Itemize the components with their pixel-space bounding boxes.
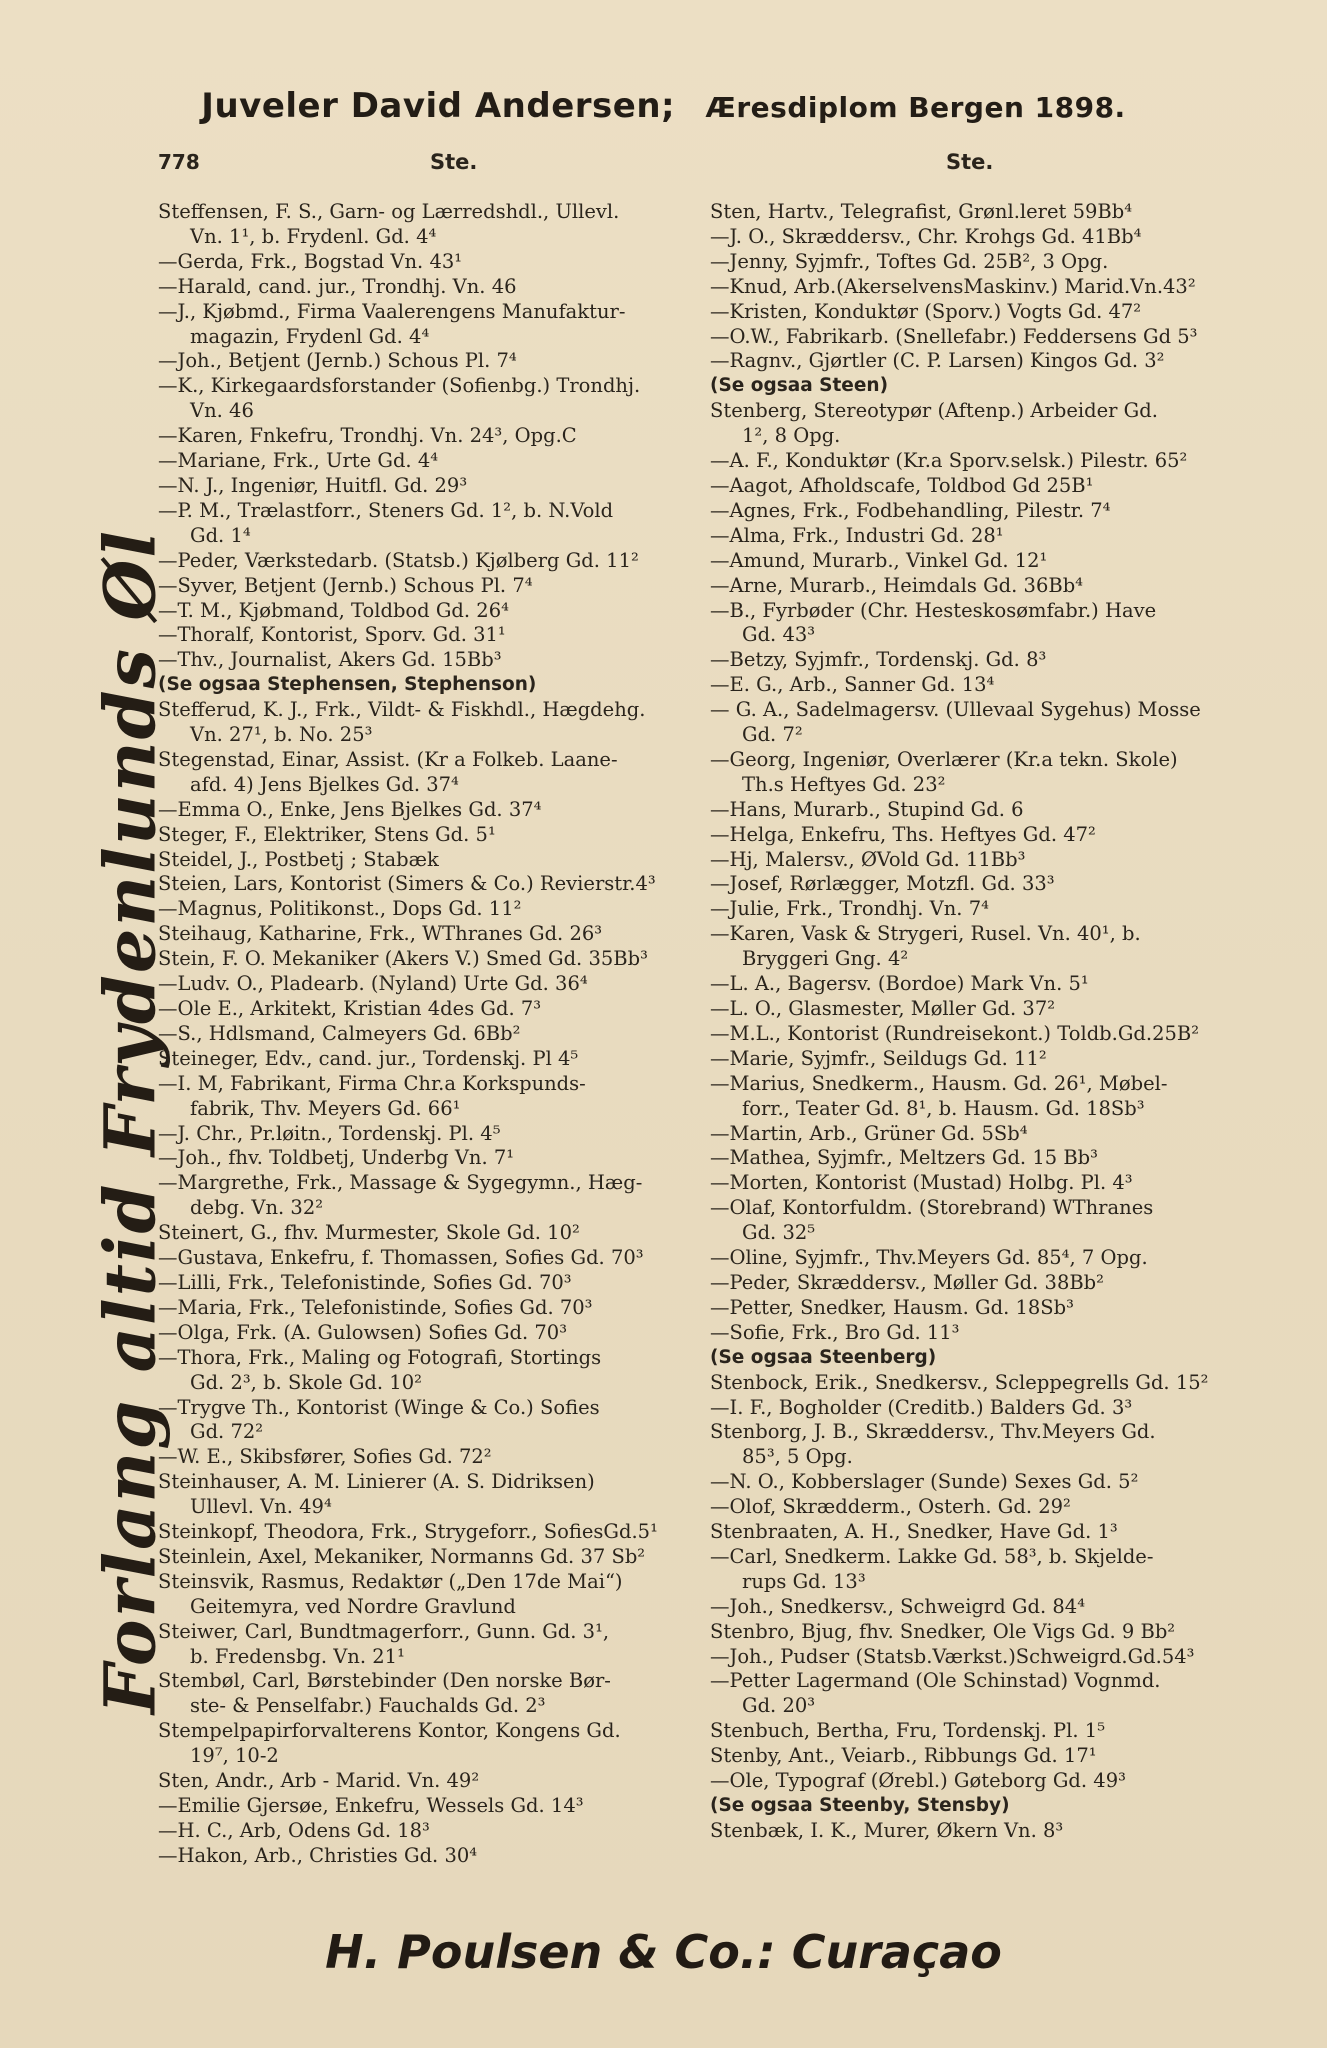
entry-line: —Joh., fhv. Toldbetj, Underbg Vn. 7¹ — [158, 1146, 515, 1170]
directory-entry — [158, 1246, 706, 1271]
entry-line: —O.W., Fabrikarb. (Snellefabr.) Feddersens Gd 5³ — [710, 324, 1198, 348]
entry-line: —Margrethe, Frk., Massage & Sygegymn., Hæg- — [158, 1171, 643, 1195]
directory-entry — [158, 374, 706, 424]
directory-entry — [710, 1719, 1258, 1744]
entry-line: 19⁷, 10-2 — [190, 1744, 279, 1768]
entry-line: —Josef, Rørlægger, Motzfl. Gd. 33³ — [710, 872, 1055, 896]
entry-line: —Ragnv., Gjørtler (C. P. Larsen) Kingos Gd. 3² — [710, 349, 1165, 373]
directory-entry — [710, 823, 1258, 848]
directory-entry — [158, 1520, 706, 1545]
cross-reference — [710, 374, 1258, 399]
entry-line: Stenbro, Bjug, fhv. Snedker, Ole Vigs Gd. 9 Bb² — [710, 1619, 1176, 1643]
directory-entry — [710, 399, 1258, 449]
entry-line: —Morten, Kontorist (Mustad) Holbg. Pl. 4³ — [710, 1171, 1133, 1195]
entry-line: —L. A., Bagersv. (Bordoe) Mark Vn. 5¹ — [710, 972, 1089, 996]
entry-line: —I. F., Bogholder (Creditb.) Balders Gd. 3³ — [710, 1395, 1133, 1419]
directory-entry — [710, 1669, 1258, 1719]
directory-entry — [710, 474, 1258, 499]
entry-line: —Petter, Snedker, Hausm. Gd. 18Sb³ — [710, 1295, 1074, 1319]
directory-entry — [710, 1620, 1258, 1645]
entry-line: Sten, Hartv., Telegrafist, Grønl.leret 59Bb⁴ — [710, 200, 1133, 223]
entry-line: —Amund, Murarb., Vinkel Gd. 12¹ — [710, 548, 1048, 572]
entry-line: Gd. 72² — [190, 1420, 264, 1444]
entry-line: Gd. 1⁴ — [190, 523, 251, 547]
directory-entry — [710, 1744, 1258, 1769]
entry-line: —Thoralf, Kontorist, Sporv. Gd. 31¹ — [158, 623, 506, 647]
entry-line: —Petter Lagermand (Ole Schinstad) Vognmd. — [710, 1669, 1161, 1693]
directory-entry — [710, 349, 1258, 374]
directory-entry — [710, 1246, 1258, 1271]
entry-line: rups Gd. 13³ — [742, 1569, 866, 1593]
directory-entry — [158, 648, 706, 673]
entry-line: —S., Hdlsmand, Calmeyers Gd. 6Bb² — [158, 1021, 521, 1045]
directory-entry — [158, 1022, 706, 1047]
directory-entry — [710, 499, 1258, 524]
directory-entry — [710, 1196, 1258, 1246]
entry-line: —Hj, Malersv., ØVold Gd. 11Bb³ — [710, 847, 1026, 871]
entry-line: —Lilli, Frk., Telefonistinde, Sofies Gd. 70³ — [158, 1270, 572, 1294]
directory-entry — [710, 1470, 1258, 1495]
entry-line: Sten, Andr., Arb - Marid. Vn. 49² — [158, 1769, 480, 1793]
directory-entry — [710, 1819, 1258, 1844]
entry-line: —Thora, Frk., Maling og Fotografi, Stortings — [158, 1345, 602, 1369]
directory-entry — [158, 1321, 706, 1346]
entry-line: —Hakon, Arb., Christies Gd. 30⁴ — [158, 1843, 478, 1867]
entry-line: — G. A., Sadelmagersv. (Ullevaal Sygehus) Mosse — [710, 698, 1201, 722]
right-column-heading: Ste. — [946, 150, 994, 174]
entry-line: —Arne, Murarb., Heimdals Gd. 36Bb⁴ — [710, 573, 1083, 597]
directory-entry — [158, 599, 706, 624]
entry-line: —J. Chr., Pr.løitn., Tordenskj. Pl. 4⁵ — [158, 1121, 501, 1145]
directory-entry — [158, 698, 706, 748]
entry-line: Gd. 20³ — [742, 1694, 816, 1718]
entry-line: Stenby, Ant., Veiarb., Ribbungs Gd. 17¹ — [710, 1744, 1097, 1768]
entry-line: Stefferud, K. J., Frk., Vildt- & Fiskhdl., Hægdehg. — [158, 698, 646, 722]
directory-entry — [158, 1844, 706, 1869]
header-ad-diploma: Æresdiplom Bergen 1898. — [705, 91, 1126, 124]
directory-entry — [158, 424, 706, 449]
entry-line: —Marie, Syjmfr., Seildugs Gd. 11² — [710, 1046, 1047, 1070]
cross-reference — [710, 1794, 1258, 1819]
left-column-heading: Ste. — [430, 150, 478, 174]
directory-entry — [710, 1047, 1258, 1072]
entry-line: afd. 4) Jens Bjelkes Gd. 37⁴ — [190, 772, 459, 796]
entry-line: debg. Vn. 32² — [190, 1196, 324, 1220]
directory-entry — [710, 872, 1258, 897]
entry-line: —Ludv. O., Pladearb. (Nyland) Urte Gd. 36⁴ — [158, 972, 588, 996]
directory-entry — [710, 1122, 1258, 1147]
entry-line: —Olga, Frk. (A. Gulowsen) Sofies Gd. 70³ — [158, 1320, 568, 1344]
entry-line: —Magnus, Politikonst., Dops Gd. 11² — [158, 897, 522, 921]
entry-line: —Harald, cand. jur., Trondhj. Vn. 46 — [158, 274, 517, 298]
directory-entry — [158, 848, 706, 873]
directory-entry — [158, 1171, 706, 1221]
entry-line: —Martin, Arb., Grüner Gd. 5Sb⁴ — [710, 1121, 1028, 1145]
directory-entry — [158, 349, 706, 374]
directory-entry — [710, 673, 1258, 698]
directory-entry — [710, 922, 1258, 972]
entry-line: Steinhauser, A. M. Linierer (A. S. Didriksen) — [158, 1470, 595, 1494]
entry-line: Steger, F., Elektriker, Stens Gd. 5¹ — [158, 822, 496, 846]
entry-line: Gd. 2³, b. Skole Gd. 10² — [190, 1370, 422, 1394]
directory-entry — [710, 1146, 1258, 1171]
directory-entry — [158, 1669, 706, 1719]
entry-line: Stenbæk, I. K., Murer, Økern Vn. 8³ — [710, 1818, 1064, 1842]
entry-line: —Mariane, Frk., Urte Gd. 4⁴ — [158, 449, 439, 473]
directory-entry — [158, 1794, 706, 1819]
entry-line: Steihaug, Katharine, Frk., WThranes Gd. 26³ — [158, 922, 603, 946]
entry-line: Steinlein, Axel, Mekaniker, Normanns Gd. 37 Sb² — [158, 1544, 646, 1568]
entry-line: —Kristen, Konduktør (Sporv.) Vogts Gd. 47² — [710, 299, 1142, 323]
directory-entry — [710, 449, 1258, 474]
directory-entry — [158, 1122, 706, 1147]
directory-entry — [710, 798, 1258, 823]
entry-line: —Syver, Betjent (Jernb.) Schous Pl. 7⁴ — [158, 573, 533, 597]
entry-line: b. Fredensbg. Vn. 21¹ — [190, 1644, 405, 1668]
directory-entry — [158, 1221, 706, 1246]
page-number: 778 — [158, 150, 200, 174]
entry-line: Steffensen, F. S., Garn- og Lærredshdl., Ullevl. — [158, 200, 620, 223]
entry-line: (Se ogsaa Steenby, Stensby) — [710, 1795, 1010, 1816]
entry-line: Steinsvik, Rasmus, Redaktør („Den 17de Mai“) — [158, 1569, 623, 1593]
directory-entry — [158, 200, 706, 250]
entry-line: ste- & Penselfabr.) Fauchalds Gd. 2³ — [190, 1694, 546, 1718]
directory-entry — [710, 748, 1258, 798]
entry-line: —A. F., Konduktør (Kr.a Sporv.selsk.) Pilestr. 65² — [710, 449, 1188, 473]
directory-entry — [710, 1645, 1258, 1670]
entry-line: —T. M., Kjøbmand, Toldbod Gd. 26⁴ — [158, 598, 509, 622]
entry-line: —N. J., Ingeniør, Huitfl. Gd. 29³ — [158, 473, 468, 497]
directory-entry — [710, 1072, 1258, 1122]
directory-entry — [158, 1271, 706, 1296]
entry-line: —Sofie, Frk., Bro Gd. 11³ — [710, 1320, 960, 1344]
directory-entry — [158, 623, 706, 648]
directory-entry — [710, 698, 1258, 748]
cross-reference — [710, 1346, 1258, 1371]
entry-line: (Se ogsaa Steen) — [710, 375, 889, 397]
entry-line: Stenbock, Erik., Snedkersv., Scleppegrells Gd. 15² — [710, 1370, 1209, 1394]
directory-entry — [710, 1595, 1258, 1620]
directory-entry — [158, 1620, 706, 1670]
directory-entry — [158, 474, 706, 499]
directory-entry — [158, 1146, 706, 1171]
header-advertisement — [0, 86, 1327, 126]
entry-line: —Gerda, Frk., Bogstad Vn. 43¹ — [158, 249, 463, 273]
entry-line: —Peder, Skræddersv., Møller Gd. 38Bb² — [710, 1270, 1104, 1294]
entry-line: —Knud, Arb.(AkerselvensMaskinv.) Marid.Vn.43² — [710, 274, 1196, 298]
entry-line: Stein, F. O. Mekaniker (Akers V.) Smed Gd. 35Bb³ — [158, 947, 648, 971]
directory-entry — [710, 549, 1258, 574]
footer-advertisement: H. Poulsen & Co.: Curaçao — [325, 1925, 1002, 1979]
entry-line: magazin, Frydenl Gd. 4⁴ — [190, 324, 430, 348]
entry-line: Stembøl, Carl, Børstebinder (Den norske Bør- — [158, 1669, 611, 1693]
entry-line: Gd. 7² — [742, 723, 803, 747]
entry-line: Steinert, G., fhv. Murmester, Skole Gd. 10² — [158, 1221, 580, 1245]
entry-line: —Emma O., Enke, Jens Bjelkes Gd. 37⁴ — [158, 797, 542, 821]
entry-line: forr., Teater Gd. 8¹, b. Hausm. Gd. 18Sb³ — [742, 1096, 1145, 1120]
entry-line: —W. E., Skibsfører, Sofies Gd. 72² — [158, 1445, 492, 1469]
entry-line: —Georg, Ingeniør, Overlærer (Kr.a tekn. Skole) — [710, 747, 1178, 771]
directory-entry — [158, 897, 706, 922]
entry-line: Steinkopf, Theodora, Frk., Strygeforr., SofiesGd.5¹ — [158, 1520, 658, 1544]
entry-line: —Emilie Gjersøe, Enkefru, Wessels Gd. 14³ — [158, 1794, 584, 1817]
directory-entry — [158, 1346, 706, 1396]
directory-entry — [710, 524, 1258, 549]
directory-entry — [158, 748, 706, 798]
entry-line: —Hans, Murarb., Stupind Gd. 6 — [710, 797, 1024, 821]
directory-entry — [710, 972, 1258, 997]
directory-entry — [710, 1271, 1258, 1296]
directory-entry — [710, 599, 1258, 649]
entry-line: —Mathea, Syjmfr., Meltzers Gd. 15 Bb³ — [710, 1146, 1098, 1170]
directory-entry — [710, 1545, 1258, 1595]
directory-entry — [158, 300, 706, 350]
entry-line: —Carl, Snedkerm. Lakke Gd. 58³, b. Skjelde- — [710, 1544, 1154, 1568]
entry-line: Stempelpapirforvalterens Kontor, Kongens Gd. — [158, 1719, 621, 1743]
entry-line: —Julie, Frk., Trondhj. Vn. 7⁴ — [710, 897, 989, 921]
entry-line: —Joh., Betjent (Jernb.) Schous Pl. 7⁴ — [158, 349, 517, 373]
directory-entry — [158, 499, 706, 549]
right-column — [710, 200, 1258, 1844]
directory-entry — [158, 1769, 706, 1794]
directory-entry — [710, 574, 1258, 599]
directory-entry — [710, 1296, 1258, 1321]
directory-entry — [158, 275, 706, 300]
entry-line: —Aagot, Afholdscafe, Toldbod Gd 25B¹ — [710, 473, 1094, 497]
entry-line: Vn. 46 — [190, 399, 254, 423]
directory-entry — [158, 823, 706, 848]
entry-line: —Agnes, Frk., Fodbehandling, Pilestr. 7⁴ — [710, 498, 1111, 522]
directory-entry — [158, 798, 706, 823]
directory-entry — [710, 648, 1258, 673]
directory-entry — [710, 250, 1258, 275]
directory-entry — [710, 1495, 1258, 1520]
entry-line: —Ole, Typograf (Ørebl.) Gøteborg Gd. 49³ — [710, 1769, 1126, 1793]
directory-entry — [158, 997, 706, 1022]
entry-line: —Marius, Snedkerm., Hausm. Gd. 26¹, Møbel- — [710, 1071, 1168, 1095]
entry-line: —E. G., Arb., Sanner Gd. 13⁴ — [710, 673, 995, 697]
directory-entry — [158, 1545, 706, 1570]
entry-line: —Alma, Frk., Industri Gd. 28¹ — [710, 523, 1004, 547]
directory-entry — [158, 250, 706, 275]
entry-line: —H. C., Arb, Odens Gd. 18³ — [158, 1818, 430, 1842]
directory-entry — [158, 1296, 706, 1321]
entry-line: —N. O., Kobberslager (Sunde) Sexes Gd. 5² — [710, 1470, 1139, 1494]
entry-line: —P. M., Trælastforr., Steners Gd. 1², b. N.Vold — [158, 498, 614, 522]
directory-entry — [158, 549, 706, 574]
entry-line: —B., Fyrbøder (Chr. Hesteskosømfabr.) Have — [710, 598, 1157, 622]
directory-entry — [710, 1321, 1258, 1346]
entry-line: —Ole E., Arkitekt, Kristian 4des Gd. 7³ — [158, 997, 542, 1020]
entry-line: 85³, 5 Opg. — [742, 1445, 853, 1469]
entry-line: —J. O., Skræddersv., Chr. Krohgs Gd. 41Bb⁴ — [710, 224, 1142, 248]
entry-line: Ullevl. Vn. 49⁴ — [190, 1495, 332, 1519]
entry-line: Geitemyra, ved Nordre Gravlund — [190, 1594, 516, 1618]
entry-line: —Olof, Skrædderm., Osterh. Gd. 29² — [710, 1495, 1071, 1519]
entry-line: —Jenny, Syjmfr., Toftes Gd. 25B², 3 Opg. — [710, 249, 1109, 273]
entry-line: —J., Kjøbmd., Firma Vaalerengens Manufaktur- — [158, 299, 626, 323]
entry-line: Steien, Lars, Kontorist (Simers & Co.) Revierstr.4³ — [158, 872, 656, 896]
directory-entry — [710, 1171, 1258, 1196]
directory-entry — [158, 449, 706, 474]
entry-line: —M.L., Kontorist (Rundreisekont.) Toldb.Gd.25B² — [710, 1021, 1200, 1045]
directory-entry — [710, 1022, 1258, 1047]
directory-entry — [158, 1570, 706, 1620]
directory-entry — [710, 897, 1258, 922]
entry-line: —Olaf, Kontorfuldm. (Storebrand) WThranes — [710, 1196, 1154, 1220]
directory-entry — [710, 997, 1258, 1022]
directory-entry — [158, 1072, 706, 1122]
entry-line: Gd. 32⁵ — [742, 1221, 816, 1245]
directory-entry — [158, 947, 706, 972]
entry-line: Stenbuch, Bertha, Fru, Tordenskj. Pl. 1⁵ — [710, 1719, 1106, 1743]
directory-entry — [710, 1396, 1258, 1421]
entry-line: fabrik, Thv. Meyers Gd. 66¹ — [190, 1096, 461, 1120]
directory-entry — [710, 848, 1258, 873]
entry-line: —L. O., Glasmester, Møller Gd. 37² — [710, 997, 1056, 1020]
directory-entry — [710, 275, 1258, 300]
directory-entry — [158, 972, 706, 997]
entry-line: Gd. 43³ — [742, 623, 816, 647]
entry-line: Stenbraaten, A. H., Snedker, Have Gd. 1³ — [710, 1520, 1118, 1544]
side-advertisement: Forlang altid Frydenlunds Øl — [88, 529, 172, 1714]
directory-entry — [158, 1396, 706, 1446]
entry-line: —I. M, Fabrikant, Firma Chr.a Korkspunds- — [158, 1071, 586, 1095]
entry-line: —Oline, Syjmfr., Thv.Meyers Gd. 85⁴, 7 Opg. — [710, 1246, 1148, 1270]
directory-entry — [710, 225, 1258, 250]
entry-line: 1², 8 Opg. — [742, 424, 841, 448]
directory-entry — [710, 1420, 1258, 1470]
entry-line: Stenborg, J. B., Skræddersv., Thv.Meyers Gd. — [710, 1420, 1156, 1444]
cross-reference — [158, 673, 706, 698]
directory-entry — [710, 200, 1258, 225]
entry-line: —Peder, Værkstedarb. (Statsb.) Kjølberg Gd. 11² — [158, 548, 639, 572]
entry-line: —Maria, Frk., Telefonistinde, Sofies Gd. 70³ — [158, 1295, 593, 1319]
directory-entry — [158, 872, 706, 897]
entry-line: Stenberg, Stereotypør (Aftenp.) Arbeider Gd. — [710, 399, 1158, 423]
entry-line: Vn. 1¹, b. Frydenl. Gd. 4⁴ — [190, 224, 437, 248]
entry-line: —Karen, Fnkefru, Trondhj. Vn. 24³, Opg.C — [158, 424, 577, 448]
directory-entry — [710, 1371, 1258, 1396]
entry-line: Steiwer, Carl, Bundtmagerforr., Gunn. Gd. 3¹, — [158, 1619, 610, 1643]
directory-entry — [158, 1819, 706, 1844]
entry-line: —Gustava, Enkefru, f. Thomassen, Sofies Gd. 70³ — [158, 1246, 644, 1270]
directory-entry — [158, 1470, 706, 1520]
entry-line: —Karen, Vask & Strygeri, Rusel. Vn. 40¹, b. — [710, 922, 1141, 946]
entry-line: —Joh., Snedkersv., Schweigrd Gd. 84⁴ — [710, 1594, 1086, 1618]
entry-line: (Se ogsaa Steenberg) — [710, 1346, 937, 1368]
directory-entry — [710, 1520, 1258, 1545]
directory-entry — [158, 1047, 706, 1072]
entry-line: —Betzy, Syjmfr., Tordenskj. Gd. 8³ — [710, 648, 1047, 672]
entry-line: (Se ogsaa Stephensen, Stephenson) — [158, 674, 537, 696]
entry-line: Stegenstad, Einar, Assist. (Kr a Folkeb. Laane- — [158, 747, 618, 771]
directory-entry — [158, 922, 706, 947]
entry-line: —Trygve Th., Kontorist (Winge & Co.) Sofies — [158, 1395, 600, 1419]
entry-line: —K., Kirkegaardsforstander (Sofienbg.) Trondhj. — [158, 374, 641, 398]
left-column — [158, 200, 706, 1869]
directory-entry — [710, 300, 1258, 325]
header-ad-jeweler: Juveler David Andersen; — [201, 86, 676, 126]
entry-line: Steidel, J., Postbetj ; Stabæk — [158, 847, 439, 871]
directory-entry — [158, 574, 706, 599]
directory-entry — [710, 1769, 1258, 1794]
entry-line: Th.s Heftyes Gd. 23² — [742, 772, 946, 796]
entry-line: —Helga, Enkefru, Ths. Heftyes Gd. 47² — [710, 822, 1096, 846]
directory-entry — [710, 325, 1258, 350]
directory-entry — [158, 1719, 706, 1769]
entry-line: Bryggeri Gng. 4² — [742, 947, 909, 971]
entry-line: Steineger, Edv., cand. jur., Tordenskj. Pl 4⁵ — [158, 1046, 579, 1070]
directory-entry — [158, 1445, 706, 1470]
entry-line: —Thv., Journalist, Akers Gd. 15Bb³ — [158, 648, 502, 672]
entry-line: —Joh., Pudser (Statsb.Værkst.)Schweigrd.Gd.54³ — [710, 1644, 1195, 1668]
entry-line: Vn. 27¹, b. No. 25³ — [190, 723, 373, 747]
